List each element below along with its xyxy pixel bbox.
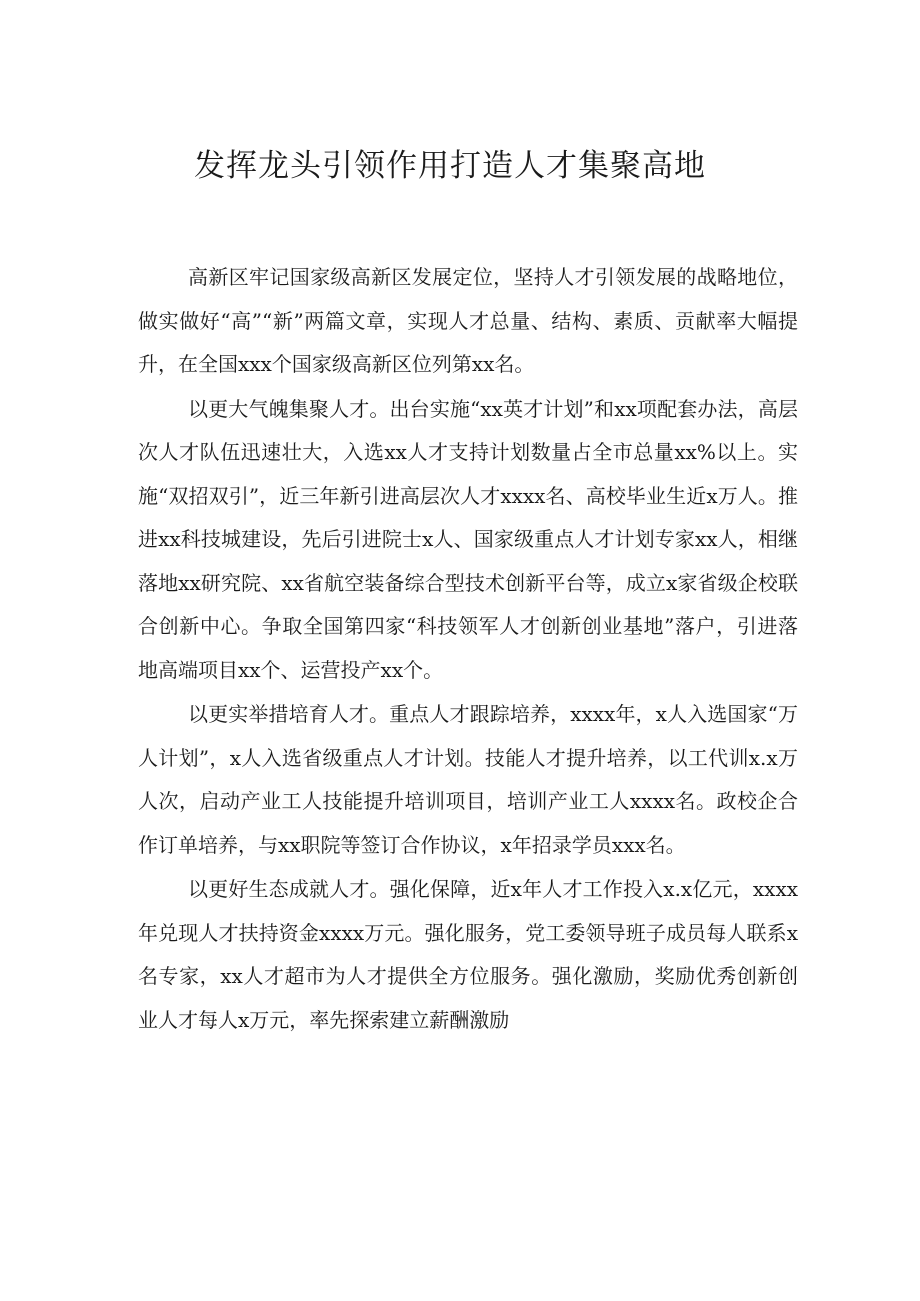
paragraph-cultivate-talent: 以更实举措培育人才。重点人才跟踪培养，xxxx年，x人入选国家“万人计划”，x人入选省级重点人才计划。技能人才提升培养，以工代训x.x万人次，启动产业工人技能提升培训项目，培训产业工人xxxx名。政校企合作订单培养，与xx职院等签订合作协议，x年招录学员xxx名。 — [138, 702, 798, 857]
paragraph-intro: 高新区牢记国家级高新区发展定位，坚持人才引领发展的战略地位，做实做好“高”“新”两篇文章，实现人才总量、结构、素质、贡献率大幅提升，在全国xxx个国家级高新区位列第xx名。 — [138, 265, 798, 376]
document-body — [138, 256, 798, 1043]
paragraph-gather-talent: 以更大气魄集聚人才。出台实施“xx英才计划”和xx项配套办法，高层次人才队伍迅速壮大，入选xx人才支持计划数量占全市总量xx%以上。实施“双招双引”，近三年新引进高层次人才xxxx名、高校毕业生近x万人。推进xx科技城建设，先后引进院士x人、国家级重点人才计划专家xx人，相继落地xx研究院、xx省航空装备综合型技术创新平台等，成立x家省级企校联合创新中心。争取全国第四家“科技领军人才创新创业基地”落户，引进落地高端项目xx个、运营投产xx个。 — [138, 396, 798, 682]
document-title: 发挥龙头引领作用打造人才集聚高地 — [194, 148, 706, 184]
paragraph-ecosystem-talent: 以更好生态成就人才。强化保障，近x年人才工作投入x.x亿元，xxxx年兑现人才扶持资金xxxx万元。强化服务，党工委领导班子成员每人联系x名专家，xx人才超市为人才提供全方位服务。强化激励，奖励优秀创新创业人才每人x万元，率先探索建立薪酬激励 — [138, 877, 798, 1032]
